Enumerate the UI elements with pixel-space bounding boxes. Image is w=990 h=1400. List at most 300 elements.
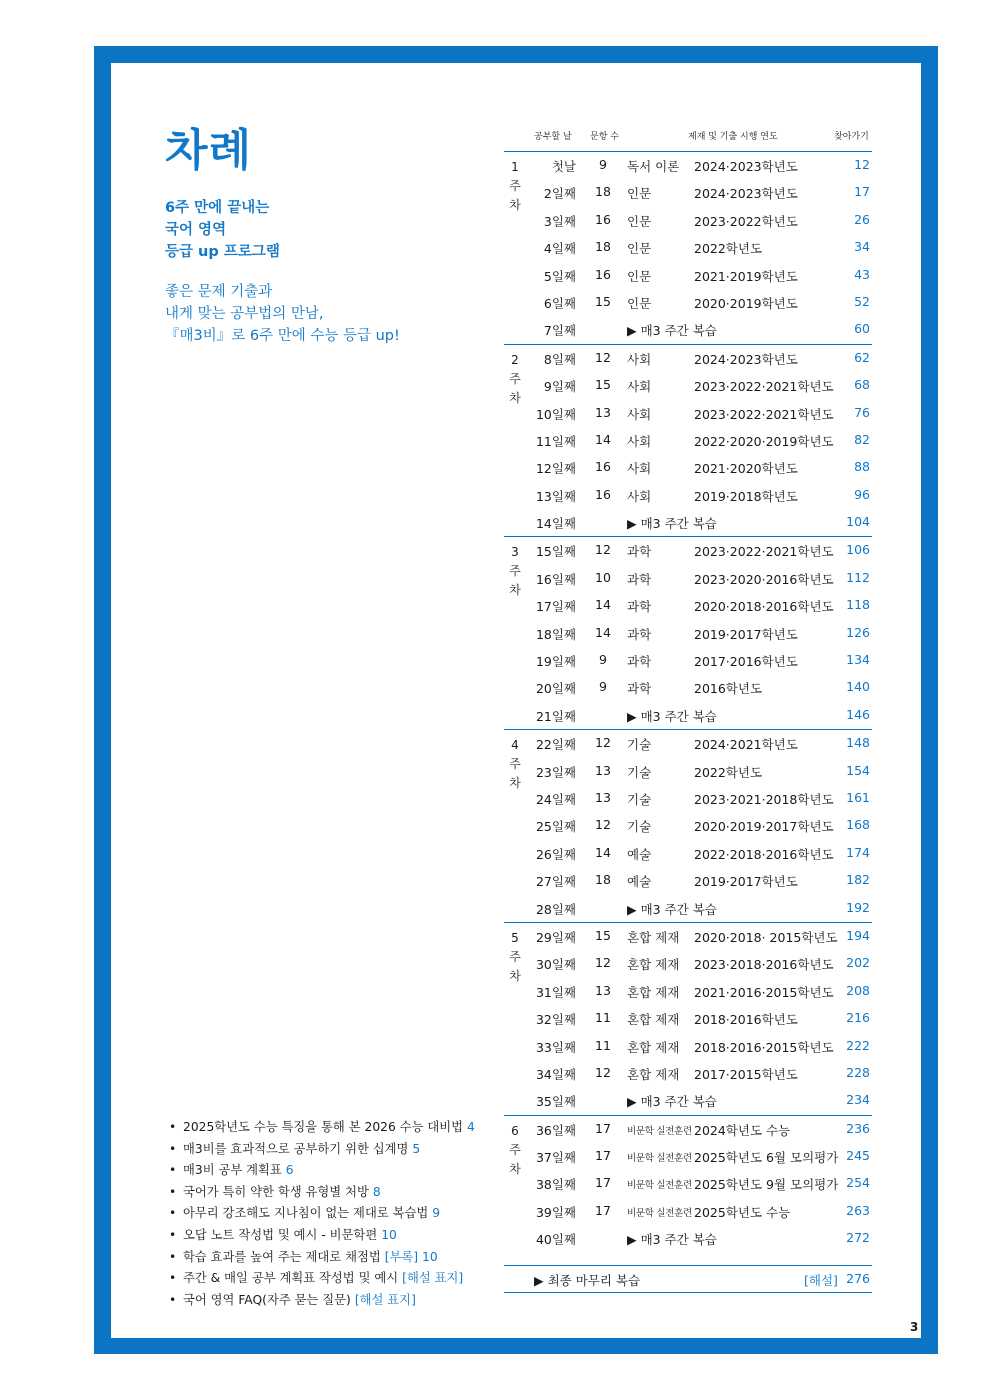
page-title: 차례: [165, 125, 253, 176]
question-count: 15: [595, 377, 611, 393]
day-label: 36일째: [535, 1122, 576, 1138]
subject-label: 기술: [627, 819, 652, 835]
page-number: 3: [910, 1320, 919, 1334]
exam-years: 2023·2022·2021학년도: [694, 379, 834, 395]
lesson-row[interactable]: [504, 345, 872, 372]
exam-years: 2020·2019학년도: [694, 295, 798, 311]
subject-label: 혼합 제재: [627, 957, 680, 973]
appendix-item[interactable]: [169, 1117, 509, 1139]
exam-years: 2022학년도: [694, 764, 763, 780]
page-link: 208: [846, 982, 870, 998]
lesson-row[interactable]: [504, 950, 872, 977]
subject-label: 사회: [627, 351, 652, 367]
description-line: 『매3비』로 6주 만에 수능 등급 up!: [165, 328, 400, 344]
exam-years: 2019·2018학년도: [694, 488, 798, 504]
question-count: 18: [595, 872, 611, 888]
question-count: 16: [595, 459, 611, 475]
day-label: 33일째: [535, 1039, 576, 1055]
subject-label: 혼합 제재: [627, 984, 680, 1000]
header-topic: 제재 및 기출 시행 연도: [688, 132, 778, 142]
day-label: 10일째: [535, 406, 576, 422]
page-link: 68: [854, 377, 870, 393]
subject-label: 사회: [627, 406, 652, 422]
intro-column: [165, 123, 465, 347]
subtitle-line: 6주 만에 끝내는: [165, 200, 270, 216]
appendix-item-text: 매3비를 효과적으로 공부하기 위한 십계명: [183, 1141, 409, 1156]
subject-label: 비문학 실전훈련: [627, 1125, 692, 1137]
day-label: 4일째: [543, 241, 576, 257]
week-section-3: [504, 536, 872, 729]
week-label-char: 주: [509, 371, 521, 386]
exam-years: 2018·2016학년도: [694, 1012, 798, 1028]
program-subtitle: [165, 197, 465, 263]
appendix-item[interactable]: [169, 1203, 509, 1225]
question-count: 13: [595, 982, 611, 998]
day-label: 22일째: [535, 737, 576, 753]
question-count: 16: [595, 266, 611, 282]
subject-label: 인문: [627, 295, 652, 311]
page-link: 52: [854, 293, 870, 309]
week-label-char: 1: [511, 160, 519, 174]
subject-label: 과학: [627, 599, 652, 615]
appendix-item-text: 2025학년도 수능 특징을 통해 본 2026 수능 대비법: [183, 1120, 464, 1134]
page-link: 140: [846, 679, 870, 695]
subject-label: 인문: [627, 268, 652, 284]
page-link: 104: [846, 514, 870, 530]
question-count: 10: [595, 569, 611, 585]
exam-years: 2022·2020·2019학년도: [694, 433, 834, 449]
lesson-row[interactable]: [504, 1198, 872, 1225]
week-label-char: 주: [509, 1142, 521, 1157]
exam-years: 2025학년도 6월 모의평가: [694, 1150, 839, 1166]
lesson-row[interactable]: [504, 647, 872, 674]
lesson-row[interactable]: [504, 1170, 872, 1197]
question-count: 18: [595, 184, 611, 200]
lesson-row[interactable]: [504, 840, 872, 867]
question-count: 11: [595, 1037, 611, 1053]
appendix-item-page: 10: [381, 1227, 397, 1242]
appendix-item-page: [해설 표지]: [402, 1271, 464, 1286]
page-border-frame: [94, 46, 938, 1354]
exam-years: 2023·2021·2018학년도: [694, 791, 834, 807]
day-label: 3일째: [543, 213, 576, 229]
review-row[interactable]: [504, 1087, 872, 1114]
subject-label: 독서 이론: [627, 159, 680, 174]
day-label: 24일째: [535, 791, 576, 807]
subject-label: 기술: [627, 764, 652, 780]
day-label: 25일째: [535, 819, 576, 835]
review-label: ▶ 매3 주간 복습: [627, 901, 717, 917]
page-link: 26: [854, 211, 870, 227]
lesson-row[interactable]: [504, 1116, 872, 1143]
question-count: 9: [599, 157, 607, 172]
exam-years: 2023·2022·2021학년도: [694, 406, 834, 422]
final-review-note: [해설]: [804, 1272, 838, 1288]
appendix-item-page: 5: [412, 1141, 421, 1156]
week-label-char: 5: [511, 930, 519, 945]
exam-years: 2025학년도 수능: [694, 1204, 791, 1220]
day-label: 35일째: [535, 1094, 576, 1110]
exam-years: 2017·2016학년도: [694, 654, 798, 670]
page-link: 202: [846, 955, 870, 971]
question-count: 15: [595, 927, 611, 943]
appendix-item[interactable]: [169, 1247, 509, 1269]
exam-years: 2024·2023학년도: [694, 186, 798, 202]
appendix-list: [169, 1117, 509, 1311]
lesson-row[interactable]: [504, 234, 872, 261]
final-review-page: 276: [846, 1270, 870, 1286]
day-label: 23일째: [535, 764, 576, 780]
bullet-icon: •: [169, 1206, 177, 1221]
subject-label: 혼합 제재: [627, 1012, 680, 1028]
week-label-char: 주: [509, 949, 521, 964]
day-label: 16일째: [535, 571, 576, 587]
question-count: 12: [595, 817, 611, 833]
review-row[interactable]: [504, 509, 872, 536]
page-link: 192: [846, 899, 870, 915]
page-link: 43: [854, 266, 870, 282]
subject-label: 과학: [627, 544, 652, 560]
day-label: 15일째: [535, 544, 576, 560]
lesson-row[interactable]: [504, 482, 872, 509]
page-link: 245: [846, 1148, 870, 1164]
final-review-label: ▶ 최종 마무리 복습: [534, 1272, 641, 1288]
lesson-row[interactable]: [504, 565, 872, 592]
review-label: ▶ 매3 주간 복습: [627, 708, 717, 724]
question-count: 15: [595, 293, 611, 309]
question-count: 16: [595, 211, 611, 227]
question-count: 9: [599, 652, 607, 668]
appendix-item-page: 6: [285, 1163, 294, 1178]
page-link: 88: [854, 459, 870, 475]
review-row[interactable]: [504, 316, 872, 343]
bullet-icon: •: [169, 1184, 177, 1199]
exam-years: 2023·2018·2016학년도: [694, 957, 834, 973]
week-label-char: 차: [509, 198, 521, 212]
question-count: 12: [595, 955, 611, 971]
lesson-row[interactable]: [504, 207, 872, 234]
day-label: 14일째: [535, 516, 576, 532]
exam-years: 2021·2020학년도: [694, 461, 798, 477]
week-label-char: 차: [509, 776, 521, 791]
page-link: 96: [854, 486, 870, 502]
subject-label: 혼합 제재: [627, 1066, 680, 1082]
subject-label: 사회: [627, 488, 652, 504]
page-content: [111, 63, 921, 1338]
page-link: 272: [846, 1230, 870, 1246]
exam-years: 2024·2023학년도: [694, 351, 798, 367]
page-link: 228: [846, 1064, 870, 1080]
week-section-4: [504, 729, 872, 922]
question-count: 12: [595, 349, 611, 365]
day-label: 32일째: [535, 1012, 576, 1028]
subject-label: 인문: [627, 186, 652, 202]
exam-years: 2022·2018·2016학년도: [694, 846, 834, 862]
exam-years: 2025학년도 9월 모의평가: [694, 1177, 839, 1193]
lesson-row[interactable]: [504, 758, 872, 785]
lesson-row[interactable]: [504, 537, 872, 564]
day-label: 13일째: [535, 488, 576, 504]
appendix-item[interactable]: [169, 1139, 509, 1161]
review-label: ▶ 매3 주간 복습: [627, 1094, 717, 1110]
question-count: 17: [595, 1175, 611, 1191]
day-label: 27일째: [535, 874, 576, 890]
page-link: 236: [846, 1120, 870, 1136]
day-label: 8일째: [543, 351, 576, 367]
review-row[interactable]: [504, 1225, 872, 1252]
question-count: 17: [595, 1202, 611, 1218]
day-label: 첫날: [551, 159, 576, 174]
week-section-5: [504, 922, 872, 1115]
day-label: 39일째: [535, 1204, 576, 1220]
header-count: 문항 수: [590, 132, 619, 142]
day-label: 2일째: [543, 186, 576, 202]
header-page: 찾아가기: [834, 132, 869, 142]
lesson-row[interactable]: [504, 1033, 872, 1060]
week-label-char: 차: [509, 583, 521, 598]
exam-years: 2019·2017학년도: [694, 874, 798, 890]
question-count: 13: [595, 404, 611, 420]
subject-label: 사회: [627, 433, 652, 449]
day-label: 11일째: [535, 433, 576, 449]
lesson-row[interactable]: [504, 592, 872, 619]
lesson-row[interactable]: [504, 923, 872, 950]
appendix-item[interactable]: [169, 1225, 509, 1247]
page-link: 216: [846, 1010, 870, 1026]
question-count: 13: [595, 762, 611, 778]
exam-years: 2019·2017학년도: [694, 626, 798, 642]
toc-header: [504, 123, 872, 151]
day-label: 17일째: [535, 599, 576, 615]
page-link: 263: [846, 1202, 870, 1218]
lesson-row[interactable]: [504, 262, 872, 289]
bullet-icon: •: [169, 1292, 177, 1307]
question-count: 17: [595, 1120, 611, 1136]
exam-years: 2022학년도: [694, 241, 763, 257]
exam-years: 2020·2018·2016학년도: [694, 599, 834, 615]
exam-years: 2024·2023학년도: [694, 159, 798, 174]
lesson-row[interactable]: [504, 454, 872, 481]
review-label: ▶ 매3 주간 복습: [627, 1232, 717, 1248]
appendix-item-text: 오답 노트 작성법 및 예시 - 비문학편: [183, 1227, 378, 1242]
week-section-2: [504, 344, 872, 537]
day-label: 38일째: [535, 1177, 576, 1193]
lesson-row[interactable]: [504, 427, 872, 454]
page-link: 146: [846, 706, 870, 722]
appendix-item-text: 매3비 공부 계획표: [183, 1163, 282, 1178]
day-label: 18일째: [535, 626, 576, 642]
appendix-item[interactable]: [169, 1290, 509, 1312]
day-label: 34일째: [535, 1066, 576, 1082]
appendix-item-text: 국어 영역 FAQ(자주 묻는 질문): [183, 1292, 351, 1307]
page-link: 222: [846, 1037, 870, 1053]
page-link: 82: [854, 431, 870, 447]
page-link: 154: [846, 762, 870, 778]
program-description: [165, 281, 465, 347]
subject-label: 사회: [627, 461, 652, 477]
question-count: 16: [595, 486, 611, 502]
appendix-item-page: 4: [467, 1120, 475, 1134]
question-count: 13: [595, 789, 611, 805]
page-link: 126: [846, 624, 870, 640]
page-link: 194: [846, 927, 870, 943]
subject-label: 과학: [627, 571, 652, 587]
subject-label: 비문학 실전훈련: [627, 1180, 692, 1192]
question-count: 12: [595, 735, 611, 751]
appendix-item-text: 아무리 강조해도 지나침이 없는 제대로 복습법: [183, 1206, 429, 1221]
day-label: 19일째: [535, 654, 576, 670]
page-link: 254: [846, 1175, 870, 1191]
exam-years: 2017·2015학년도: [694, 1066, 798, 1082]
subject-label: 예술: [627, 874, 652, 890]
exam-years: 2018·2016·2015학년도: [694, 1039, 834, 1055]
subject-label: 혼합 제재: [627, 929, 680, 945]
lesson-row[interactable]: [504, 978, 872, 1005]
week-label-char: 주: [509, 757, 521, 772]
exam-years: 2016학년도: [694, 681, 763, 697]
appendix-item-page: [부록] 10: [384, 1249, 438, 1264]
subject-label: 기술: [627, 791, 652, 807]
day-label: 12일째: [535, 461, 576, 477]
subject-label: 과학: [627, 626, 652, 642]
subtitle-line: 등급 up 프로그램: [165, 244, 280, 260]
lesson-row[interactable]: [504, 1005, 872, 1032]
day-label: 21일째: [535, 708, 576, 724]
subject-label: 혼합 제재: [627, 1039, 680, 1055]
page-link: 112: [846, 569, 870, 585]
appendix-item[interactable]: [169, 1182, 509, 1204]
week-label-char: 2: [511, 352, 519, 367]
page-link: 12: [854, 157, 870, 172]
exam-years: 2021·2019학년도: [694, 268, 798, 284]
subject-label: 인문: [627, 213, 652, 229]
appendix-item-text: 학습 효과를 높여 주는 제대로 채점법: [183, 1249, 381, 1264]
question-count: 18: [595, 239, 611, 255]
subject-label: 기술: [627, 737, 652, 753]
appendix-item[interactable]: [169, 1160, 509, 1182]
day-label: 9일째: [543, 379, 576, 395]
week-label-char: 차: [509, 390, 521, 405]
appendix-item-page: 9: [432, 1206, 441, 1221]
week-section-1: [504, 151, 872, 344]
day-label: 20일째: [535, 681, 576, 697]
page-link: 60: [854, 321, 870, 337]
question-count: 12: [595, 1064, 611, 1080]
question-count: 9: [599, 679, 607, 695]
lesson-row[interactable]: [504, 867, 872, 894]
day-label: 6일째: [543, 295, 576, 311]
description-line: 내게 맞는 공부법의 만남,: [165, 306, 324, 322]
subject-label: 과학: [627, 681, 652, 697]
review-row[interactable]: [504, 895, 872, 922]
week-label-char: 3: [511, 545, 519, 560]
appendix-item-page: [해설 표지]: [354, 1292, 416, 1307]
day-label: 29일째: [535, 929, 576, 945]
page-link: 182: [846, 872, 870, 888]
lesson-row[interactable]: [504, 289, 872, 316]
exam-years: 2023·2020·2016학년도: [694, 571, 834, 587]
review-label: ▶ 매3 주간 복습: [627, 516, 717, 532]
description-line: 좋은 문제 기출과: [165, 284, 273, 300]
question-count: 14: [595, 431, 611, 447]
bullet-icon: •: [169, 1120, 177, 1134]
lesson-row[interactable]: [504, 1060, 872, 1087]
day-label: 40일째: [535, 1232, 576, 1248]
appendix-item[interactable]: [169, 1268, 509, 1290]
day-label: 37일째: [535, 1150, 576, 1166]
day-label: 31일째: [535, 984, 576, 1000]
subject-label: 사회: [627, 379, 652, 395]
subject-label: 비문학 실전훈련: [627, 1207, 692, 1219]
subject-label: 인문: [627, 241, 652, 257]
page-link: 17: [854, 184, 870, 200]
bullet-icon: •: [169, 1141, 177, 1156]
page-link: 76: [854, 404, 870, 420]
week-section-6: [504, 1115, 872, 1253]
bullet-icon: •: [169, 1163, 177, 1178]
lesson-row[interactable]: [504, 730, 872, 757]
page-link: 161: [846, 789, 870, 805]
week-label-char: 4: [511, 738, 519, 753]
page-link: 168: [846, 817, 870, 833]
appendix-item-text: 국어가 특히 약한 학생 유형별 처방: [183, 1184, 369, 1199]
page-link: 148: [846, 735, 870, 751]
question-count: 12: [595, 542, 611, 558]
bullet-icon: •: [169, 1227, 177, 1242]
subject-label: 예술: [627, 846, 652, 862]
review-row[interactable]: [504, 702, 872, 729]
bullet-icon: •: [169, 1271, 177, 1286]
page-link: 34: [854, 239, 870, 255]
day-label: 26일째: [535, 846, 576, 862]
lesson-row[interactable]: [504, 620, 872, 647]
exam-years: 2023·2022학년도: [694, 213, 798, 229]
exam-years: 2020·2019·2017학년도: [694, 819, 834, 835]
lesson-row[interactable]: [504, 179, 872, 206]
question-count: 11: [595, 1010, 611, 1026]
bullet-icon: •: [169, 1249, 177, 1264]
page-link: 106: [846, 542, 870, 558]
lesson-row[interactable]: [504, 785, 872, 812]
page-link: 234: [846, 1092, 870, 1108]
week-label-char: 주: [509, 564, 521, 579]
header-day: 공부할 날: [534, 132, 572, 142]
review-label: ▶ 매3 주간 복습: [627, 323, 717, 339]
question-count: 14: [595, 624, 611, 640]
exam-years: 2020·2018· 2015학년도: [694, 929, 838, 945]
day-label: 7일째: [543, 323, 576, 339]
day-label: 5일째: [543, 268, 576, 284]
question-count: 14: [595, 844, 611, 860]
final-review-row[interactable]: [504, 1265, 872, 1293]
week-label-char: 주: [509, 179, 521, 193]
lesson-row[interactable]: [504, 400, 872, 427]
exam-years: 2023·2022·2021학년도: [694, 544, 834, 560]
lesson-row[interactable]: [504, 812, 872, 839]
exam-years: 2021·2016·2015학년도: [694, 984, 834, 1000]
lesson-row[interactable]: [504, 674, 872, 701]
page-link: 134: [846, 652, 870, 668]
weeks-container: [504, 151, 872, 1253]
exam-years: 2024학년도 수능: [694, 1122, 791, 1138]
lesson-row[interactable]: [504, 372, 872, 399]
page-link: 62: [854, 349, 870, 365]
lesson-row[interactable]: [504, 1143, 872, 1170]
table-of-contents: [504, 123, 872, 1293]
lesson-row[interactable]: [504, 152, 872, 179]
week-label-char: 차: [509, 968, 521, 983]
question-count: 17: [595, 1148, 611, 1164]
